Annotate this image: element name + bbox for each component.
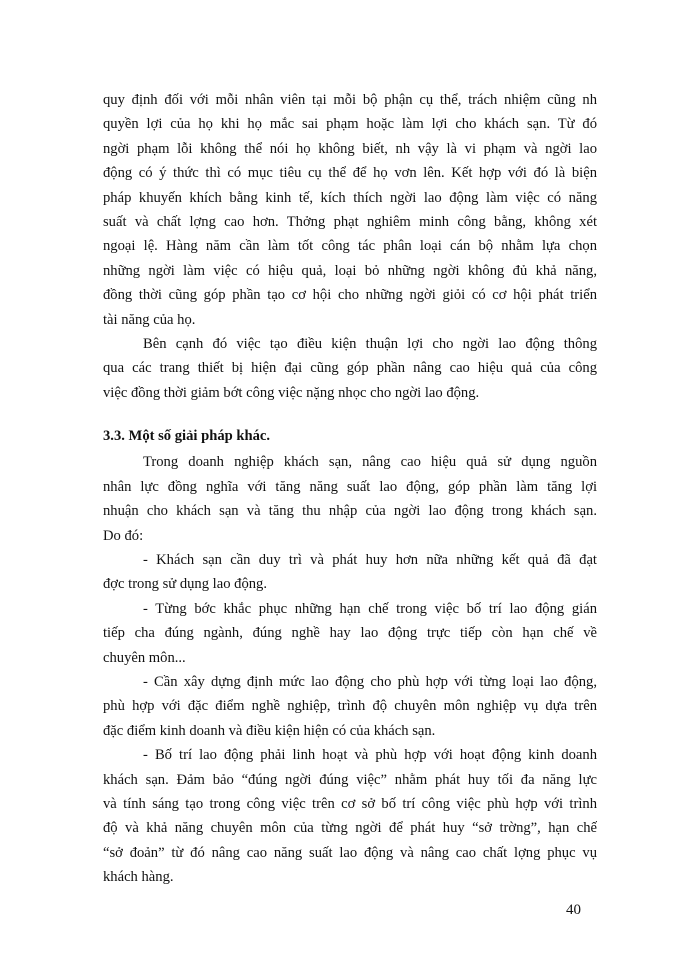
text-line: tài năng của họ. [103,311,196,328]
text-line: độ và khả năng chuyên môn của từng ngời để phát huy “sở trờng”, hạn chế [103,820,597,837]
text-line: phù hợp với đặc điểm nghề nghiệp, trình độ chuyên môn nghiệp vụ dựa trên [103,698,597,715]
text-line: đợc trong sử dụng lao động. [103,576,267,593]
text-line: khách sạn. Đảm bảo “đúng ngời đúng việc” nhằm phát huy tối đa năng lực [103,771,597,788]
page-body [103,88,597,890]
section-heading: 3.3. Một số giải pháp khác. [103,428,271,445]
text-line: qua các trang thiết bị hiện đại cũng góp phần nâng cao hiệu quả của công [103,360,597,377]
text-line: và tính sáng tạo trong công việc trên cơ sở bố trí công việc phù hợp với trình [103,795,597,812]
text-line: - Bố trí lao động phải linh hoạt và phù hợp với hoạt động kinh doanh [143,747,597,764]
text-line: ngời phạm lỗi không thể nói họ không biết, nh vậy là vi phạm và ngời lao [103,140,597,157]
text-line: quyền lợi của họ khi họ mắc sai phạm hoặc làm lợi cho khách sạn. Từ đó [103,116,597,133]
text-line: “sở đoản” từ đó nâng cao năng suất lao động và nâng cao chất lợng phục vụ [103,844,597,861]
text-line: - Cần xây dựng định mức lao động cho phù hợp với từng loại lao động, [143,673,597,690]
text-line: khách hàng. [103,869,174,886]
text-line: động có ý thức thì có mục tiêu cụ thể để họ vơn lên. Kết hợp với đó là biện [103,165,597,182]
text-line: - Khách sạn cần duy trì và phát huy hơn nữa những kết quả đã đạt [143,552,597,569]
text-line: việc đồng thời giảm bớt công việc nặng nhọc cho ngời lao động. [103,384,480,401]
list-item [103,597,597,670]
text-line: Do đó: [103,527,144,544]
text-line: Bên cạnh đó việc tạo điều kiện thuận lợi cho ngời lao động thông [143,335,597,352]
list-item [103,743,597,889]
text-line: ngoại lệ. Hàng năm cần làm tốt công tác phân loại cán bộ nhằm lựa chọn [103,238,597,255]
paragraph-working-conditions [103,332,597,405]
text-line: pháp khuyến khích bằng kinh tế, kích thích ngời lao động làm việc có năng [103,189,597,206]
paragraph-staff-responsibility [103,88,597,332]
text-line: Trong doanh nghiệp khách sạn, nâng cao hiệu quả sử dụng nguồn [143,454,597,471]
text-line: nhuận cho khách sạn và tăng thu nhập của ngời lao động trong khách sạn. [103,503,597,520]
page-number: 40 [566,902,581,918]
list-item [103,548,597,597]
paragraph-intro [103,450,597,548]
text-line: chuyên môn... [103,649,186,666]
text-line: suất và chất lợng cao hơn. Thởng phạt nghiêm minh công bằng, không xét [103,213,597,230]
text-line: đồng thời cũng góp phần tạo cơ hội cho những ngời giỏi có cơ hội phát triển [103,287,597,304]
spacer [103,405,597,414]
text-line: đặc điểm kinh doanh và điều kiện hiện có của khách sạn. [103,722,436,739]
text-line: tiếp cha đúng ngành, đúng nghề hay lao động trực tiếp còn hạn chế về [103,625,597,642]
text-line: - Từng bớc khắc phục những hạn chế trong việc bố trí lao động gián [143,600,597,617]
text-line: quy định đối với mỗi nhân viên tại mỗi bộ phận cụ thể, trách nhiệm cũng nh [103,92,597,108]
list-item [103,670,597,743]
text-line: nhân lực đồng nghĩa với tăng năng suất lao động, góp phần làm tăng lợi [103,478,597,495]
text-line: những ngời làm việc có hiệu quả, loại bỏ những ngời không đủ khả năng, [103,262,597,279]
